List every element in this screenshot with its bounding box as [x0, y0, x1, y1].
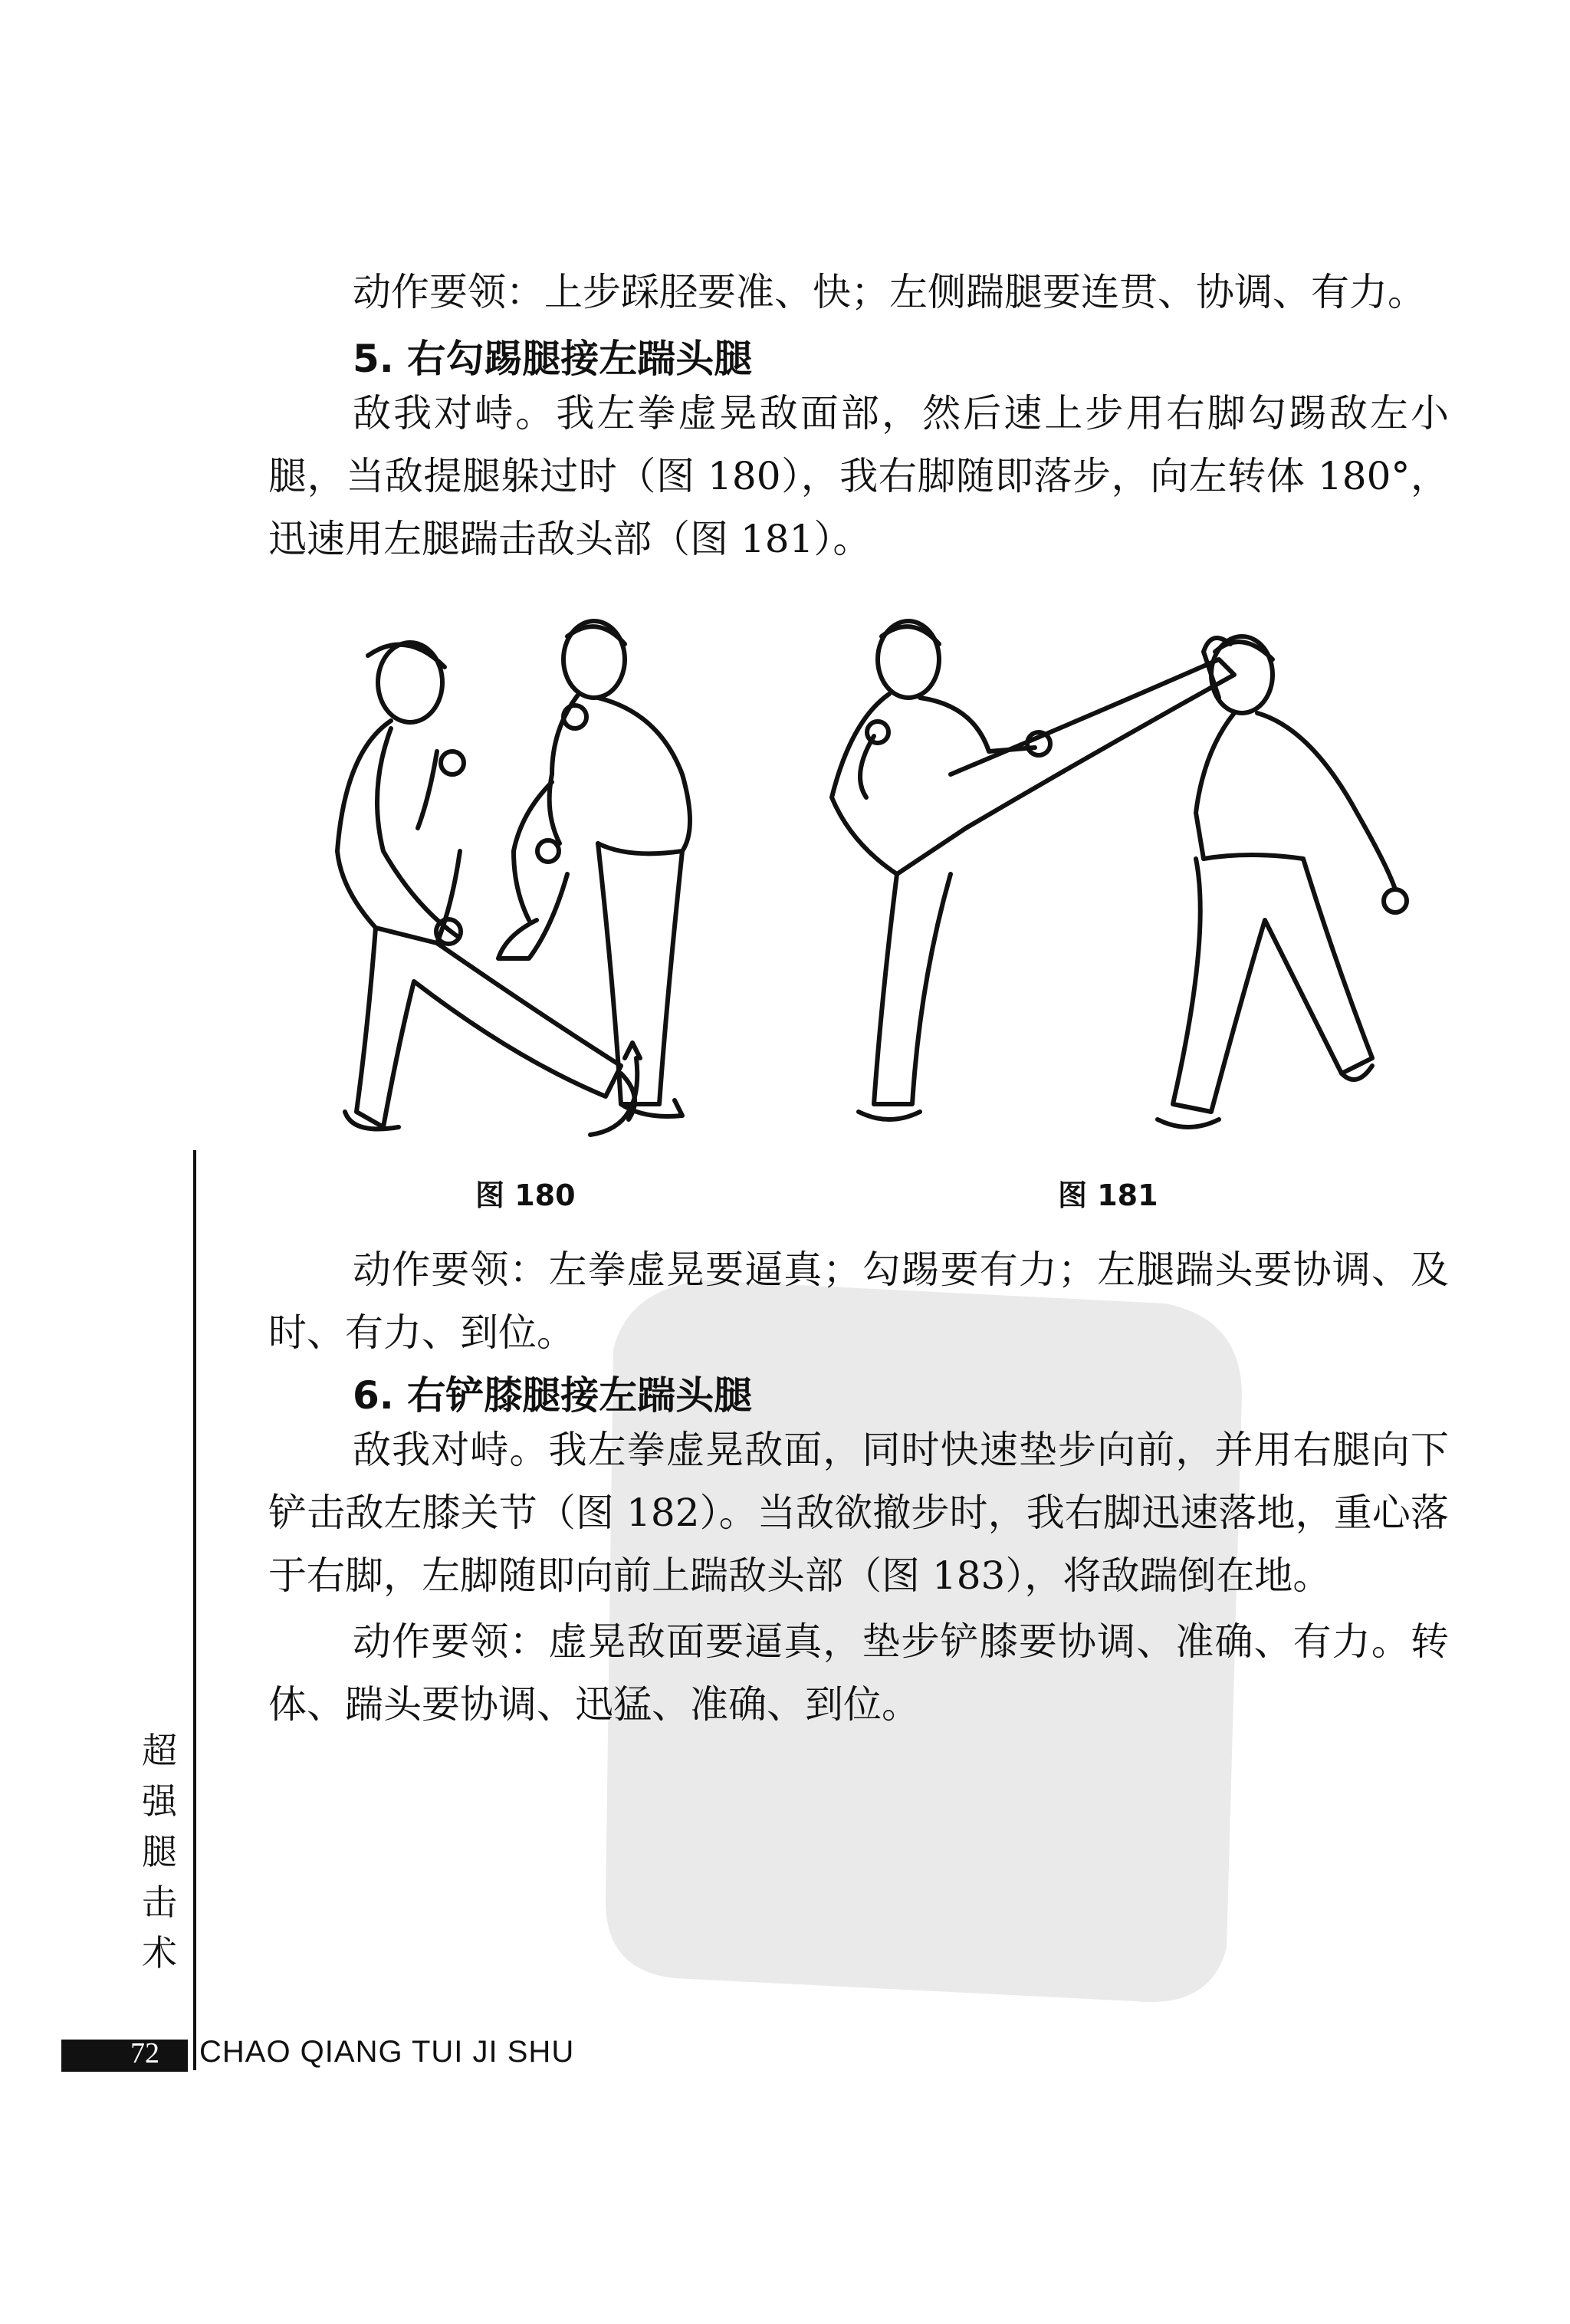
- margin-rule: [193, 1150, 196, 2070]
- figure-181-illustration: [805, 598, 1418, 1150]
- section-heading-5: 5. 右勾踢腿接左踹头腿: [353, 337, 753, 381]
- paragraph-description-5: 敌我对峙。我左拳虚晃敌面部，然后速上步用右脚勾踢敌左小腿，当敌提腿躲过时（图 180），我右脚随即落步，向左转体 180°，迅速用左腿踹击敌头部（图 181）。: [268, 391, 1449, 561]
- paragraph-key-points-6: 动作要领：虚晃敌面要逼真，垫步铲膝要协调、准确、有力。转体、踹头要协调、迅猛、准确、到位。: [268, 1619, 1449, 1727]
- sidebar-char: 超: [142, 1730, 177, 1771]
- page-number-bar: [61, 2040, 188, 2072]
- sidebar-char: 强: [142, 1780, 177, 1822]
- paragraph-description-6: 敌我对峙。我左拳虚晃敌面，同时快速垫步向前，并用右腿向下铲击敌左膝关节（图 182）。当敌欲撤步时，我右脚迅速落地，重心落于右脚，左脚随即向前上踹敌头部（图 183），将敌踹倒在地。: [268, 1428, 1449, 1598]
- figure-180-illustration: [322, 598, 751, 1150]
- running-title: CHAO QIANG TUI JI SHU: [199, 2035, 575, 2069]
- figure-181-caption: 图 181: [1058, 1178, 1158, 1212]
- sidebar-book-title: [136, 1725, 182, 1978]
- sidebar-char: 腿: [142, 1831, 177, 1872]
- page-number: 72: [130, 2037, 159, 2069]
- paragraph-key-points-5: 动作要领：左拳虚晃要逼真；勾踢要有力；左腿踹头要协调、及时、有力、到位。: [268, 1247, 1449, 1355]
- sidebar-char: 击: [142, 1882, 177, 1923]
- paragraph-key-points-1: 动作要领：上步踩胫要准、快；左侧踹腿要连贯、协调、有力。: [353, 270, 1426, 314]
- sidebar-char: 术: [142, 1932, 177, 1974]
- section-heading-6: 6. 右铲膝腿接左踹头腿: [353, 1373, 753, 1418]
- figure-180-caption: 图 180: [475, 1178, 576, 1212]
